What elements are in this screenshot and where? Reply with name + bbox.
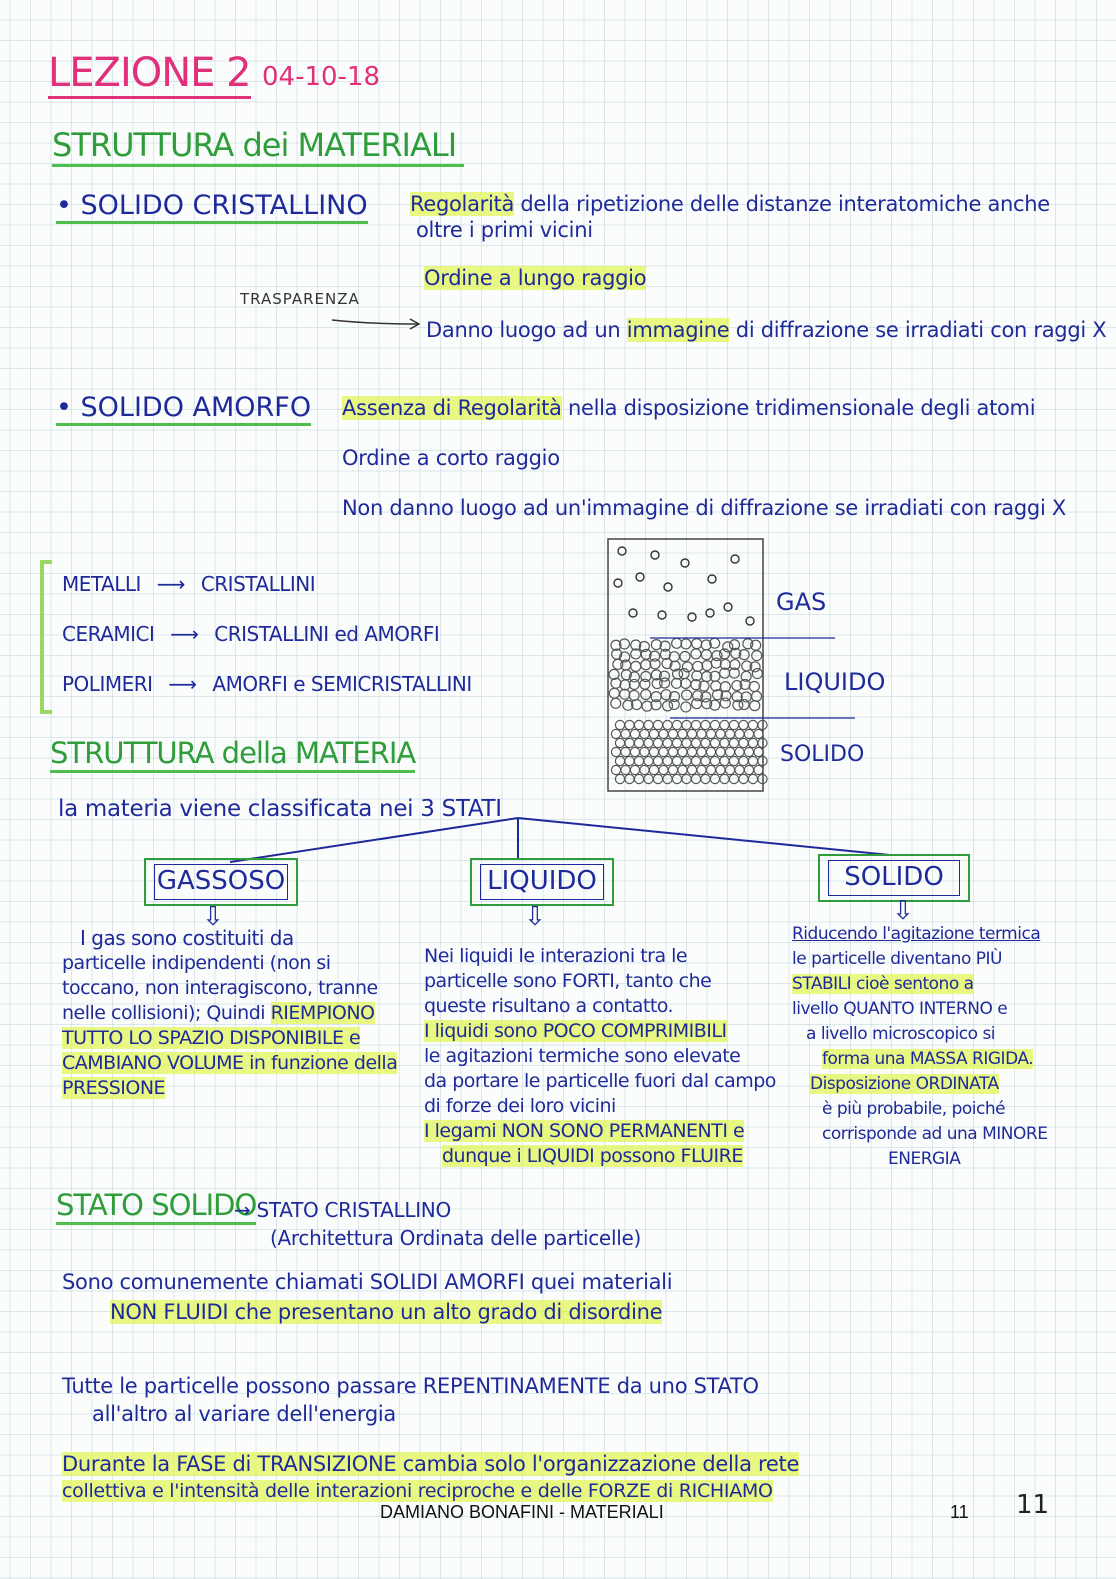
stato-cristallino: → STATO CRISTALLINO [234, 1198, 451, 1222]
box-liquido: LIQUIDO [470, 858, 614, 906]
solid-particle [644, 756, 653, 765]
solid-particle [706, 765, 715, 774]
solid-particle [744, 729, 753, 738]
solid-particle [611, 747, 620, 756]
solid-particle [729, 738, 738, 747]
solid-particle [701, 720, 710, 729]
solid-particle [720, 738, 729, 747]
solid-particle [701, 738, 710, 747]
solid-particle [621, 747, 630, 756]
down-arrow-icon: ⇩ [524, 902, 546, 932]
material-row: METALLI ⟶ CRISTALLINI [62, 572, 316, 596]
liquid-particle [691, 649, 701, 659]
solid-particle [668, 729, 677, 738]
footer-author: DAMIANO BONAFINI - MATERIALI [380, 1502, 664, 1522]
solid-particle [659, 747, 668, 756]
liquid-particle [672, 638, 682, 648]
solid-particle [615, 738, 624, 747]
solid-particle [739, 720, 748, 729]
solid-particle [611, 765, 620, 774]
liquid-particle [620, 689, 630, 699]
liquid-particle [660, 678, 670, 688]
state-liquido-label: LIQUIDO [784, 668, 886, 696]
solid-particle [691, 738, 700, 747]
liquid-particle [611, 678, 621, 688]
solid-particle [615, 756, 624, 765]
solid-particle [640, 765, 649, 774]
solid-particle [649, 747, 658, 756]
solid-particle [644, 738, 653, 747]
solid-particle [725, 729, 734, 738]
liquid-particle [720, 698, 730, 708]
liquid-particle [682, 690, 692, 700]
amorfo-line3: Non danno luogo ad un'immagine di diffrazione se irradiati con raggi X [342, 496, 1066, 520]
section-heading-stato-solido: STATO SOLIDO [56, 1188, 256, 1225]
stato-solido-p2-l2: all'altro al variare dell'energia [92, 1402, 396, 1426]
solid-particle [615, 720, 624, 729]
materials-bracket [40, 560, 52, 714]
solid-particle [744, 747, 753, 756]
solid-particle [625, 774, 634, 783]
solid-particle [716, 729, 725, 738]
solid-particle [739, 738, 748, 747]
stato-cristallino-paren: (Architettura Ordinata delle particelle) [270, 1226, 641, 1250]
liquid-particle [680, 652, 690, 662]
solid-particle [754, 729, 763, 738]
solid-particle [630, 765, 639, 774]
state-solido-label: SOLIDO [780, 742, 865, 767]
cristallino-line3: Ordine a lungo raggio [424, 266, 647, 290]
down-arrow-icon: ⇩ [202, 902, 224, 932]
solid-particle [663, 738, 672, 747]
solid-particle [668, 747, 677, 756]
solid-particle [634, 738, 643, 747]
liquid-particle [663, 701, 673, 711]
solid-particle [716, 747, 725, 756]
solid-particle [748, 720, 757, 729]
liquid-particle [752, 691, 762, 701]
liquid-particle [620, 680, 630, 690]
solid-particle [630, 729, 639, 738]
solid-particle [697, 765, 706, 774]
liquido-text: Nei liquidi le interazioni tra le particelle sono FORTI, tanto che queste risultano a contatto. I liquidi sono POCO COMPRIMIBILI le agitazioni termiche sono elevate da portare le particelle fuori dal campo di forze dei loro vicini I legami NON SONO PERMANENTI e dunque i LIQUIDI possono FLUIRE [424, 945, 776, 1167]
solid-particle [697, 747, 706, 756]
solid-particle [697, 729, 706, 738]
solid-particle [682, 738, 691, 747]
cristallino-line2: oltre i primi vicini [416, 218, 593, 242]
solid-particle [621, 765, 630, 774]
solid-particle [663, 756, 672, 765]
solid-particle [739, 756, 748, 765]
liquid-particle [701, 650, 711, 660]
liquid-particle [749, 682, 759, 692]
footer-page-number: 11 [950, 1502, 969, 1522]
solid-particle [735, 729, 744, 738]
solid-particle [644, 720, 653, 729]
liquid-particle [702, 661, 712, 671]
solid-particle [729, 774, 738, 783]
liquid-particle [650, 659, 660, 669]
solid-particle [687, 765, 696, 774]
solid-particle [710, 720, 719, 729]
stato-solido-p2-l1: Tutte le particelle possono passare REPENTINAMENTE da uno STATO [62, 1374, 759, 1398]
stato-solido-p3-l1: Durante la FASE di TRANSIZIONE cambia solo l'organizzazione della rete [62, 1452, 800, 1476]
solid-particle [663, 774, 672, 783]
section-heading-materiali: STRUTTURA dei MATERIALI [52, 126, 464, 167]
solid-particle [691, 774, 700, 783]
material-row: POLIMERI ⟶ AMORFI e SEMICRISTALLINI [62, 672, 472, 696]
solid-particle [720, 774, 729, 783]
solid-particle [634, 720, 643, 729]
solid-particle [621, 729, 630, 738]
state-gas-label: GAS [776, 588, 827, 616]
solid-particle [649, 729, 658, 738]
solid-particle [729, 756, 738, 765]
solid-particle [725, 747, 734, 756]
solid-particle [754, 747, 763, 756]
handwritten-page-number: 11 [1016, 1490, 1050, 1520]
stato-solido-p3-l2: collettiva e l'intensità delle interazioni reciproche e delle FORZE di RICHIAMO [62, 1480, 773, 1502]
solid-particle [701, 756, 710, 765]
liquid-particle [671, 678, 681, 688]
solid-particle [710, 774, 719, 783]
liquid-particle [752, 669, 762, 679]
solido-amorfo-label: • SOLIDO AMORFO [56, 392, 311, 426]
liquid-particle [640, 679, 650, 689]
box-solido: SOLIDO [818, 854, 970, 902]
solid-particle [725, 765, 734, 774]
amorfo-line1: Assenza di Regolarità nella disposizione tridimensionale degli atomi [342, 396, 1036, 420]
solid-particle [744, 765, 753, 774]
solid-particle [663, 720, 672, 729]
solid-particle [672, 720, 681, 729]
solid-particle [739, 774, 748, 783]
solid-particle [748, 738, 757, 747]
solid-particle [678, 765, 687, 774]
liquid-particle [692, 639, 702, 649]
solid-particle [678, 729, 687, 738]
solid-particle [653, 738, 662, 747]
material-row: CERAMICI ⟶ CRISTALLINI ed AMORFI [62, 622, 440, 646]
solid-particle [729, 720, 738, 729]
cristallino-line1: Regolarità della ripetizione delle distanze interatomiche anche [410, 192, 1050, 216]
solid-particle [678, 747, 687, 756]
solid-particle [653, 774, 662, 783]
trasparenza-note: TRASPARENZA [240, 290, 360, 308]
solid-particle [706, 747, 715, 756]
solid-particle [625, 738, 634, 747]
liquid-particle [631, 661, 641, 671]
solid-particle [691, 720, 700, 729]
solid-particle [720, 720, 729, 729]
solid-particle [611, 729, 620, 738]
trasparenza-arrow [330, 312, 425, 332]
liquid-particle [720, 682, 730, 692]
liquid-particle [669, 699, 679, 709]
liquid-particle [681, 639, 691, 649]
solid-particle [687, 747, 696, 756]
liquid-particle [641, 690, 651, 700]
solid-particle [754, 765, 763, 774]
solid-particle [634, 756, 643, 765]
solid-particle [625, 720, 634, 729]
gassoso-text: I gas sono costituiti da particelle indipendenti (non si toccano, non interagiscono, tranne nelle collisioni); Quindi RIEMPIONO TUTTO LO SPAZIO DISPONIBILE e CAMBIANO VOLUME in funzione della PRESSIONE [62, 926, 398, 1099]
solid-particle [682, 720, 691, 729]
solid-particle [735, 765, 744, 774]
solid-particle [659, 729, 668, 738]
solid-particle [640, 747, 649, 756]
solid-particle [701, 774, 710, 783]
solido-text: Riducendo l'agitazione termica le particelle diventano PIÙ STABILI cioè sentono a livello QUANTO INTERNO e a livello microscopico si forma una MASSA RIGIDA. Disposizione ORDINATA è più probabile, poiché corrisponde ad una MINORE ENERGIA [792, 924, 1048, 1169]
solid-particle [672, 774, 681, 783]
solid-particle [640, 729, 649, 738]
solid-particle [720, 756, 729, 765]
box-gassoso: GASSOSO [144, 858, 298, 906]
solid-particle [691, 756, 700, 765]
solid-particle [687, 729, 696, 738]
liquid-particle [642, 701, 652, 711]
solid-particle [659, 765, 668, 774]
liquid-particle [750, 701, 760, 711]
solid-particle [672, 756, 681, 765]
liquid-particle [681, 702, 691, 712]
solid-particle [630, 747, 639, 756]
solid-particle [682, 756, 691, 765]
solid-particle [710, 738, 719, 747]
solid-particle [653, 720, 662, 729]
solid-particle [672, 738, 681, 747]
liquid-particle [629, 679, 639, 689]
lesson-date: 04-10-18 [262, 62, 381, 92]
liquid-particle [609, 688, 619, 698]
solid-particle [735, 747, 744, 756]
solid-particle [649, 765, 658, 774]
down-arrow-icon: ⇩ [892, 896, 914, 926]
lesson-title: LEZIONE 2 [48, 50, 251, 99]
solid-particle [644, 774, 653, 783]
amorfo-line2: Ordine a corto raggio [342, 446, 560, 470]
stato-solido-p1-l2: NON FLUIDI che presentano un alto grado di disordine [110, 1300, 663, 1324]
solid-particle [748, 774, 757, 783]
solid-particle [625, 756, 634, 765]
solido-cristallino-label: • SOLIDO CRISTALLINO [56, 190, 368, 224]
liquid-particle [611, 698, 621, 708]
solid-particle [716, 765, 725, 774]
liquid-particle [681, 678, 691, 688]
cristallino-line4: Danno luogo ad un immagine di diffrazione se irradiati con raggi X [426, 318, 1107, 342]
section-heading-materia: STRUTTURA della MATERIA [50, 736, 415, 773]
solid-particle [748, 756, 757, 765]
solid-particle [710, 756, 719, 765]
liquid-particle [693, 661, 703, 671]
liquid-particle [629, 690, 639, 700]
solid-particle [706, 729, 715, 738]
solid-particle [634, 774, 643, 783]
solid-particle [615, 774, 624, 783]
liquid-particle [711, 658, 721, 668]
liquid-particle [752, 651, 762, 661]
liquid-particle [641, 660, 651, 670]
stato-solido-p1-l1: Sono comunemente chiamati SOLIDI AMORFI quei materiali [62, 1270, 673, 1294]
solid-particle [653, 756, 662, 765]
solid-particle [682, 774, 691, 783]
states-intro: la materia viene classificata nei 3 STATI [58, 796, 502, 822]
solid-particle [668, 765, 677, 774]
